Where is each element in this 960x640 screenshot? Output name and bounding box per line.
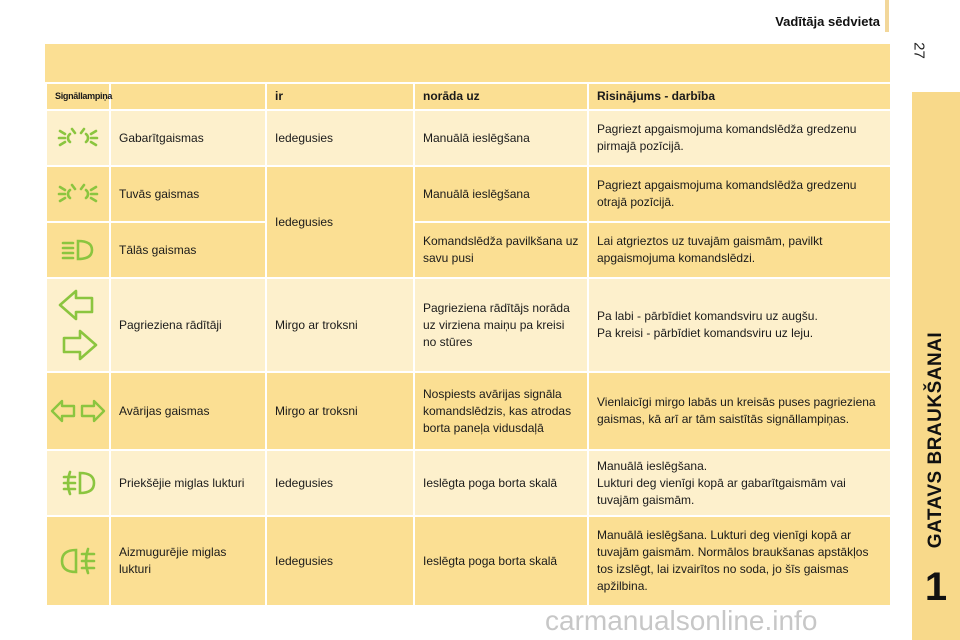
lamp-name: Priekšējie miglas lukturi bbox=[110, 450, 266, 516]
lamp-state: Mirgo ar troksni bbox=[266, 372, 414, 450]
chapter-title: GATAVS BRAUKŠANAI bbox=[925, 331, 946, 549]
lamp-action: Manuālā ieslēgšana. Lukturi deg vienīgi kopā ar tuvajām gaismām. Normālos braukšanas apstākļos tos izslēgt, lai izvairītos no soda, jo šīs gaismas apžilbina. bbox=[588, 516, 891, 606]
watermark: carmanualsonline.info bbox=[545, 605, 818, 636]
table-row bbox=[46, 166, 891, 222]
lamp-name: Aizmugurējie miglas lukturi bbox=[110, 516, 266, 606]
rear-fog-icon bbox=[56, 546, 100, 576]
lamp-cell bbox=[46, 222, 110, 278]
column-header: Signāllampiņa bbox=[46, 83, 110, 110]
lamp-indication: Manuālā ieslēgšana bbox=[414, 110, 588, 166]
lamp-name: Tuvās gaismas bbox=[110, 166, 266, 222]
lamp-action: Vienlaicīgi mirgo labās un kreisās puses pagrieziena gaismas, kā arī ar tām saistītās signāllampiņas. bbox=[588, 372, 891, 450]
lamp-indication: Ieslēgta poga borta skalā bbox=[414, 516, 588, 606]
lamp-name: Tālās gaismas bbox=[110, 222, 266, 278]
direction-indicators-icon bbox=[56, 285, 100, 365]
lamp-state: Iedegusies bbox=[266, 166, 414, 278]
table-top-band bbox=[45, 44, 890, 82]
lamp-cell bbox=[46, 516, 110, 606]
table-row bbox=[46, 222, 891, 278]
lamp-action: Lai atgrieztos uz tuvajām gaismām, pavilkt apgaismojuma komandslēdzi. bbox=[588, 222, 891, 278]
lamp-indication: Nospiests avārijas signāla komandslēdzis, kas atrodas borta paneļa vidusdaļā bbox=[414, 372, 588, 450]
lamp-state: Iedegusies bbox=[266, 450, 414, 516]
lamp-cell bbox=[46, 110, 110, 166]
main-beam-icon bbox=[56, 237, 100, 263]
table-row bbox=[46, 278, 891, 372]
lamp-name: Pagrieziena rādītāji bbox=[110, 278, 266, 372]
lamp-action: Pa labi - pārbīdiet komandsviru uz augšu. Pa kreisi - pārbīdiet komandsviru uz leju. bbox=[588, 278, 891, 372]
lamp-cell bbox=[46, 278, 110, 372]
front-fog-icon bbox=[56, 469, 100, 497]
column-header: Risinājums - darbība bbox=[588, 83, 891, 110]
sidelights-icon bbox=[56, 125, 100, 151]
warning-lamps-table bbox=[45, 82, 892, 607]
chapter-number: 1 bbox=[924, 565, 948, 609]
column-header bbox=[110, 83, 266, 110]
lamp-cell bbox=[46, 372, 110, 450]
lamp-cell bbox=[46, 166, 110, 222]
table-row bbox=[46, 110, 891, 166]
table-header-row bbox=[46, 83, 891, 110]
hazard-warning-icon bbox=[50, 396, 106, 426]
lamp-indication: Manuālā ieslēgšana bbox=[414, 166, 588, 222]
lamp-indication: Pagrieziena rādītājs norāda uz virziena maiņu pa kreisi no stūres bbox=[414, 278, 588, 372]
table-row bbox=[46, 450, 891, 516]
column-header: ir bbox=[266, 83, 414, 110]
lamp-name: Avārijas gaismas bbox=[110, 372, 266, 450]
page-number: 27 bbox=[910, 42, 928, 59]
dipped-beam-icon bbox=[56, 181, 100, 207]
lamp-state: Iedegusies bbox=[266, 110, 414, 166]
lamp-action: Pagriezt apgaismojuma komandslēdža gredzenu otrajā pozīcijā. bbox=[588, 166, 891, 222]
lamp-state: Mirgo ar troksni bbox=[266, 278, 414, 372]
table-row bbox=[46, 516, 891, 606]
lamp-action: Pagriezt apgaismojuma komandslēdža gredzenu pirmajā pozīcijā. bbox=[588, 110, 891, 166]
column-header: norāda uz bbox=[414, 83, 588, 110]
lamp-name: Gabarītgaismas bbox=[110, 110, 266, 166]
lamp-state: Iedegusies bbox=[266, 516, 414, 606]
lamp-indication: Ieslēgta poga borta skalā bbox=[414, 450, 588, 516]
lamp-cell bbox=[46, 450, 110, 516]
lamp-indication: Komandslēdža pavilkšana uz savu pusi bbox=[414, 222, 588, 278]
page-header-title: Vadītāja sēdvieta bbox=[775, 14, 880, 29]
table-row bbox=[46, 372, 891, 450]
header-divider bbox=[885, 0, 889, 32]
lamp-action: Manuālā ieslēgšana. Lukturi deg vienīgi kopā ar gabarītgaismām vai tuvajām gaismām. bbox=[588, 450, 891, 516]
